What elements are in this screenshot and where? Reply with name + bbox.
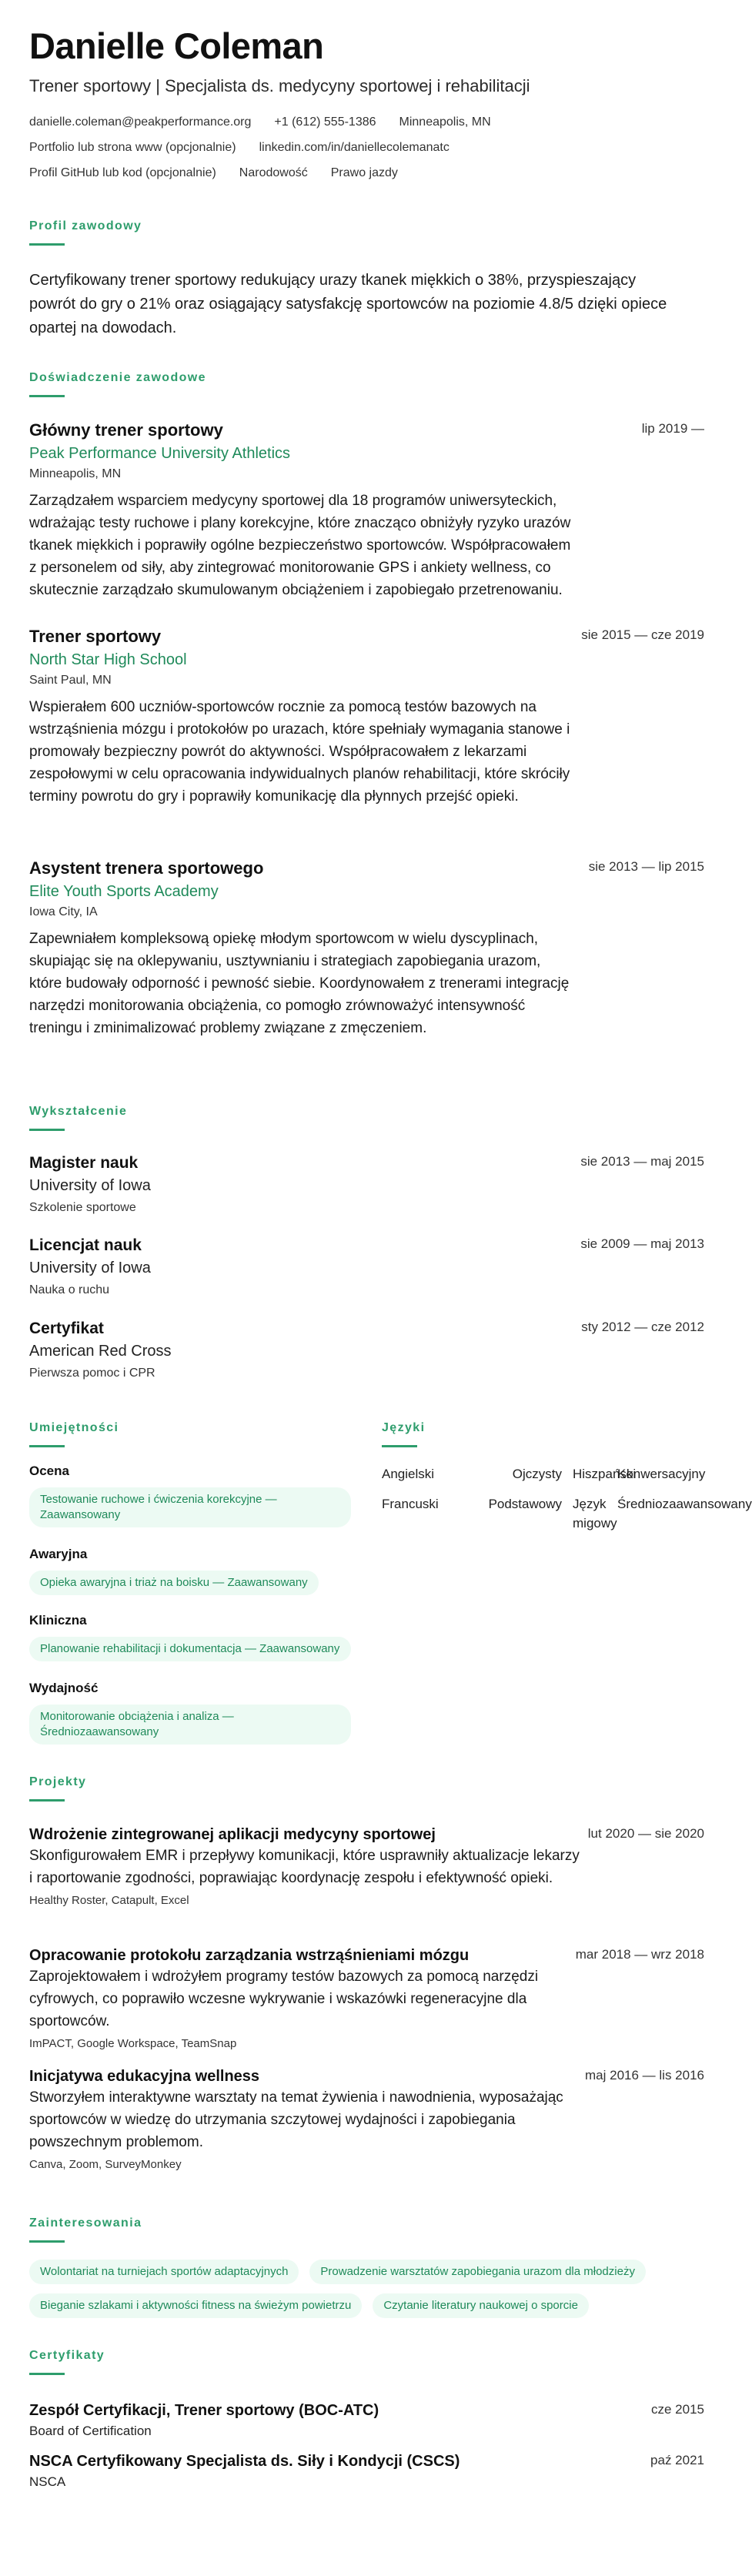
- language-name: Hiszpański: [573, 1467, 637, 1481]
- section-divider: [29, 2373, 65, 2375]
- language-level: Ojczysty: [512, 1467, 562, 1481]
- skill-tag: Testowanie ruchowe i ćwiczenia korekcyjne — Zaawansowany: [29, 1487, 351, 1527]
- job-dates: sie 2013 — lip 2015: [588, 859, 704, 874]
- project-dates: mar 2018 — wrz 2018: [575, 1947, 704, 1962]
- resume-header: [29, 26, 704, 182]
- education-entry: [29, 1235, 704, 1299]
- job-description: Zarządzałem wsparciem medycyny sportowej dla 18 programów uniwersyteckich, wdrażając testy ruchowe i plany korekcyjne, które znacząco obniżyły ryzyko urazów tkanek miękkich i poprawiły ogólne bezpieczeństwo sportowców. Współpracowałem z personelem od siły, aby zintegrować monitorowanie GPS i ankiety wellness, co skutecznie zarządzało skumulowanym obciążeniem i zapobiegało przetrenowaniu.: [29, 493, 571, 598]
- interest-tag: Wolontariat na turniejach sportów adaptacyjnych: [29, 2260, 299, 2284]
- education-field: Pierwsza pomoc i CPR: [29, 1367, 155, 1380]
- contact-row-1: [29, 114, 704, 131]
- section-divider: [29, 1445, 65, 1447]
- certificate-issuer: NSCA: [29, 2474, 66, 2489]
- project-dates: maj 2016 — lis 2016: [585, 2068, 704, 2083]
- job-dates: lip 2019 —: [641, 421, 704, 436]
- languages-section: [382, 1420, 752, 1745]
- project-tech: Healthy Roster, Catapult, Excel: [29, 1894, 189, 1907]
- contact-row-2: [29, 139, 704, 156]
- skill-group: [29, 1680, 351, 1745]
- skill-group: [29, 1463, 351, 1527]
- contact-location: Minneapolis, MN: [399, 115, 491, 129]
- project-tech: Canva, Zoom, SurveyMonkey: [29, 2158, 182, 2171]
- job-title: Trener sportowy: [29, 627, 162, 646]
- summary-section: [29, 219, 704, 340]
- project-entry: [29, 1825, 704, 1909]
- job-entry: [29, 626, 704, 808]
- candidate-title: Trener sportowy | Specjalista ds. medycyny sportowej i rehabilitacji: [29, 76, 530, 95]
- certificate-title: Zespół Certyfikacji, Trener sportowy (BOC-ATC): [29, 2402, 379, 2419]
- education-dates: sie 2009 — maj 2013: [580, 1236, 704, 1251]
- section-divider: [29, 1799, 65, 1802]
- section-divider: [29, 243, 65, 246]
- project-description: Stworzyłem interaktywne warsztaty na temat żywienia i nawodnienia, wyposażając sportowców w wiedzę do utrzymania szczytowej wydajności i zapobiegania powszechnym problemom.: [29, 2089, 563, 2150]
- education-school: University of Iowa: [29, 1177, 151, 1194]
- skills-section: [29, 1420, 351, 1745]
- summary-text: Certyfikowany trener sportowy redukujący urazy tkanek miękkich o 38%, przyspieszający powrót do gry o 21% oraz osiągający satysfakcję sportowców na poziomie 4.8/5 dzięki opiece opartej na dowodach.: [29, 272, 667, 336]
- language-level: Średniozaawansowany: [617, 1497, 752, 1511]
- skill-category: Kliniczna: [29, 1613, 87, 1628]
- project-description: Zaprojektowałem i wdrożyłem programy testów bazowych za pomocą narzędzi cyfrowych, co poprawiło wczesne wykrywanie i wskazówki regeneracyjne dla sportowców.: [29, 1969, 539, 2029]
- certificates-section: [29, 2348, 704, 2375]
- job-entry: [29, 858, 704, 1039]
- project-entry: [29, 1945, 704, 2052]
- education-dates: sty 2012 — cze 2012: [581, 1320, 704, 1334]
- interest-tag: Bieganie szlakami i aktywności fitness na świeżym powietrzu: [29, 2293, 362, 2318]
- education-entry: [29, 1153, 704, 1216]
- skill-tag: Planowanie rehabilitacji i dokumentacja — Zaawansowany: [29, 1637, 351, 1661]
- job-location: Saint Paul, MN: [29, 674, 112, 687]
- job-organization: North Star High School: [29, 651, 187, 668]
- education-dates: sie 2013 — maj 2015: [580, 1154, 704, 1169]
- certificate-date: cze 2015: [651, 2402, 704, 2417]
- project-title: Wdrożenie zintegrowanej aplikacji medycyny sportowej: [29, 1826, 436, 1843]
- language-row: [382, 1494, 752, 1533]
- skills-languages-row: [29, 1420, 752, 1745]
- language-row: [382, 1464, 704, 1484]
- languages-heading: Języki: [382, 1421, 426, 1434]
- project-description: Skonfigurowałem EMR i przepływy komunikacji, które usprawniły aktualizacje lekarzy i raportowanie zgodności, poprawiając koordynację zespołu i efektywność opieki.: [29, 1848, 580, 1886]
- project-entry: [29, 2066, 704, 2173]
- contact-license: Prawo jazdy: [330, 166, 398, 179]
- language-level: Podstawowy: [488, 1497, 562, 1511]
- interest-tag: Prowadzenie warsztatów zapobiegania urazom dla młodzieży: [309, 2260, 646, 2284]
- interest-tag: Czytanie literatury naukowej o sporcie: [373, 2293, 589, 2318]
- education-school: University of Iowa: [29, 1260, 151, 1276]
- language-level: Konwersacyjny: [617, 1467, 706, 1481]
- education-school: American Red Cross: [29, 1343, 172, 1360]
- summary-heading: Profil zawodowy: [29, 219, 142, 233]
- contact-phone[interactable]: +1 (612) 555-1386: [274, 115, 376, 129]
- job-location: Iowa City, IA: [29, 905, 98, 918]
- language-name: Angielski: [382, 1467, 435, 1481]
- project-tech: ImPACT, Google Workspace, TeamSnap: [29, 2037, 237, 2050]
- education-entry: [29, 1318, 704, 1382]
- contact-nationality: Narodowość: [239, 166, 308, 179]
- interests-list: [29, 2260, 691, 2318]
- job-description: Wspierałem 600 uczniów-sportowców rocznie za pomocą testów bazowych na wstrząśnienia mózgu i protokołów po urazach, które spełniały wymagania stanowe i promowały bezpieczny powrót do aktywności. Współpracowałem z lekarzami zespołowymi w celu opracowania indywidualnych planów rehabilitacji, które skróciły terminy powrotu do gry i poprawiły komunikację dla płynnych przejść opieki.: [29, 699, 570, 805]
- section-divider: [29, 395, 65, 397]
- contact-github[interactable]: Profil GitHub lub kod (opcjonalnie): [29, 166, 216, 179]
- skill-group: [29, 1546, 351, 1595]
- job-entry: [29, 420, 704, 601]
- skill-tag: Monitorowanie obciążenia i analiza — Średniozaawansowany: [29, 1705, 351, 1745]
- candidate-name: Danielle Coleman: [29, 25, 324, 66]
- skill-category: Ocena: [29, 1464, 69, 1478]
- certificate-title: NSCA Certyfikowany Specjalista ds. Siły i Kondycji (CSCS): [29, 2453, 460, 2470]
- skill-category: Awaryjna: [29, 1547, 88, 1561]
- contact-portfolio[interactable]: Portfolio lub strona www (opcjonalnie): [29, 141, 236, 154]
- certificate-entry: [29, 2400, 704, 2440]
- education-section: [29, 1104, 704, 1131]
- job-location: Minneapolis, MN: [29, 467, 122, 480]
- interests-section: [29, 2216, 704, 2318]
- education-heading: Wykształcenie: [29, 1105, 128, 1118]
- skills-heading: Umiejętności: [29, 1421, 119, 1434]
- job-organization: Elite Youth Sports Academy: [29, 883, 219, 900]
- skill-group: [29, 1612, 351, 1661]
- certificates-heading: Certyfikaty: [29, 2349, 105, 2362]
- job-title: Główny trener sportowy: [29, 420, 223, 440]
- project-dates: lut 2020 — sie 2020: [587, 1826, 704, 1841]
- project-title: Opracowanie protokołu zarządzania wstrząśnieniami mózgu: [29, 1947, 470, 1964]
- certificate-entry: [29, 2451, 704, 2491]
- certificate-date: paź 2021: [650, 2453, 704, 2467]
- section-divider: [29, 1129, 65, 1131]
- job-title: Asystent trenera sportowego: [29, 858, 264, 878]
- language-name: Język migowy: [573, 1497, 617, 1531]
- education-degree: Licencjat nauk: [29, 1236, 142, 1254]
- certificate-issuer: Board of Certification: [29, 2424, 152, 2438]
- section-divider: [382, 1445, 417, 1447]
- skill-tag: Opieka awaryjna i triaż na boisku — Zaawansowany: [29, 1571, 319, 1595]
- contact-email[interactable]: danielle.coleman@peakperformance.org: [29, 115, 252, 129]
- experience-section: [29, 370, 704, 397]
- contact-linkedin[interactable]: linkedin.com/in/daniellecolemanatc: [259, 141, 450, 154]
- education-field: Szkolenie sportowe: [29, 1201, 136, 1214]
- experience-heading: Doświadczenie zawodowe: [29, 371, 206, 384]
- job-organization: Peak Performance University Athletics: [29, 445, 291, 462]
- contact-row-3: [29, 165, 704, 182]
- job-description: Zapewniałem kompleksową opiekę młodym sportowcom w wielu dyscyplinach, skupiając się na oklepywaniu, usztywnianiu i strategiach zapobiegania urazom, które budowały odporność i pewność siebie. Koordynowałem z trenerami integrację narzędzi monitorowania obciążenia, co pomogło zrównoważyć intensywność treningu i zminimalizować problemy związane z zmęczeniem.: [29, 931, 570, 1036]
- skill-category: Wydajność: [29, 1681, 99, 1695]
- education-field: Nauka o ruchu: [29, 1283, 110, 1296]
- section-divider: [29, 2240, 65, 2243]
- education-degree: Certyfikat: [29, 1320, 104, 1337]
- projects-heading: Projekty: [29, 1775, 87, 1788]
- project-title: Inicjatywa edukacyjna wellness: [29, 2068, 260, 2085]
- language-name: Francuski: [382, 1497, 439, 1511]
- projects-section: [29, 1775, 704, 1802]
- interests-heading: Zainteresowania: [29, 2216, 142, 2230]
- education-degree: Magister nauk: [29, 1154, 139, 1172]
- job-dates: sie 2015 — cze 2019: [581, 627, 704, 642]
